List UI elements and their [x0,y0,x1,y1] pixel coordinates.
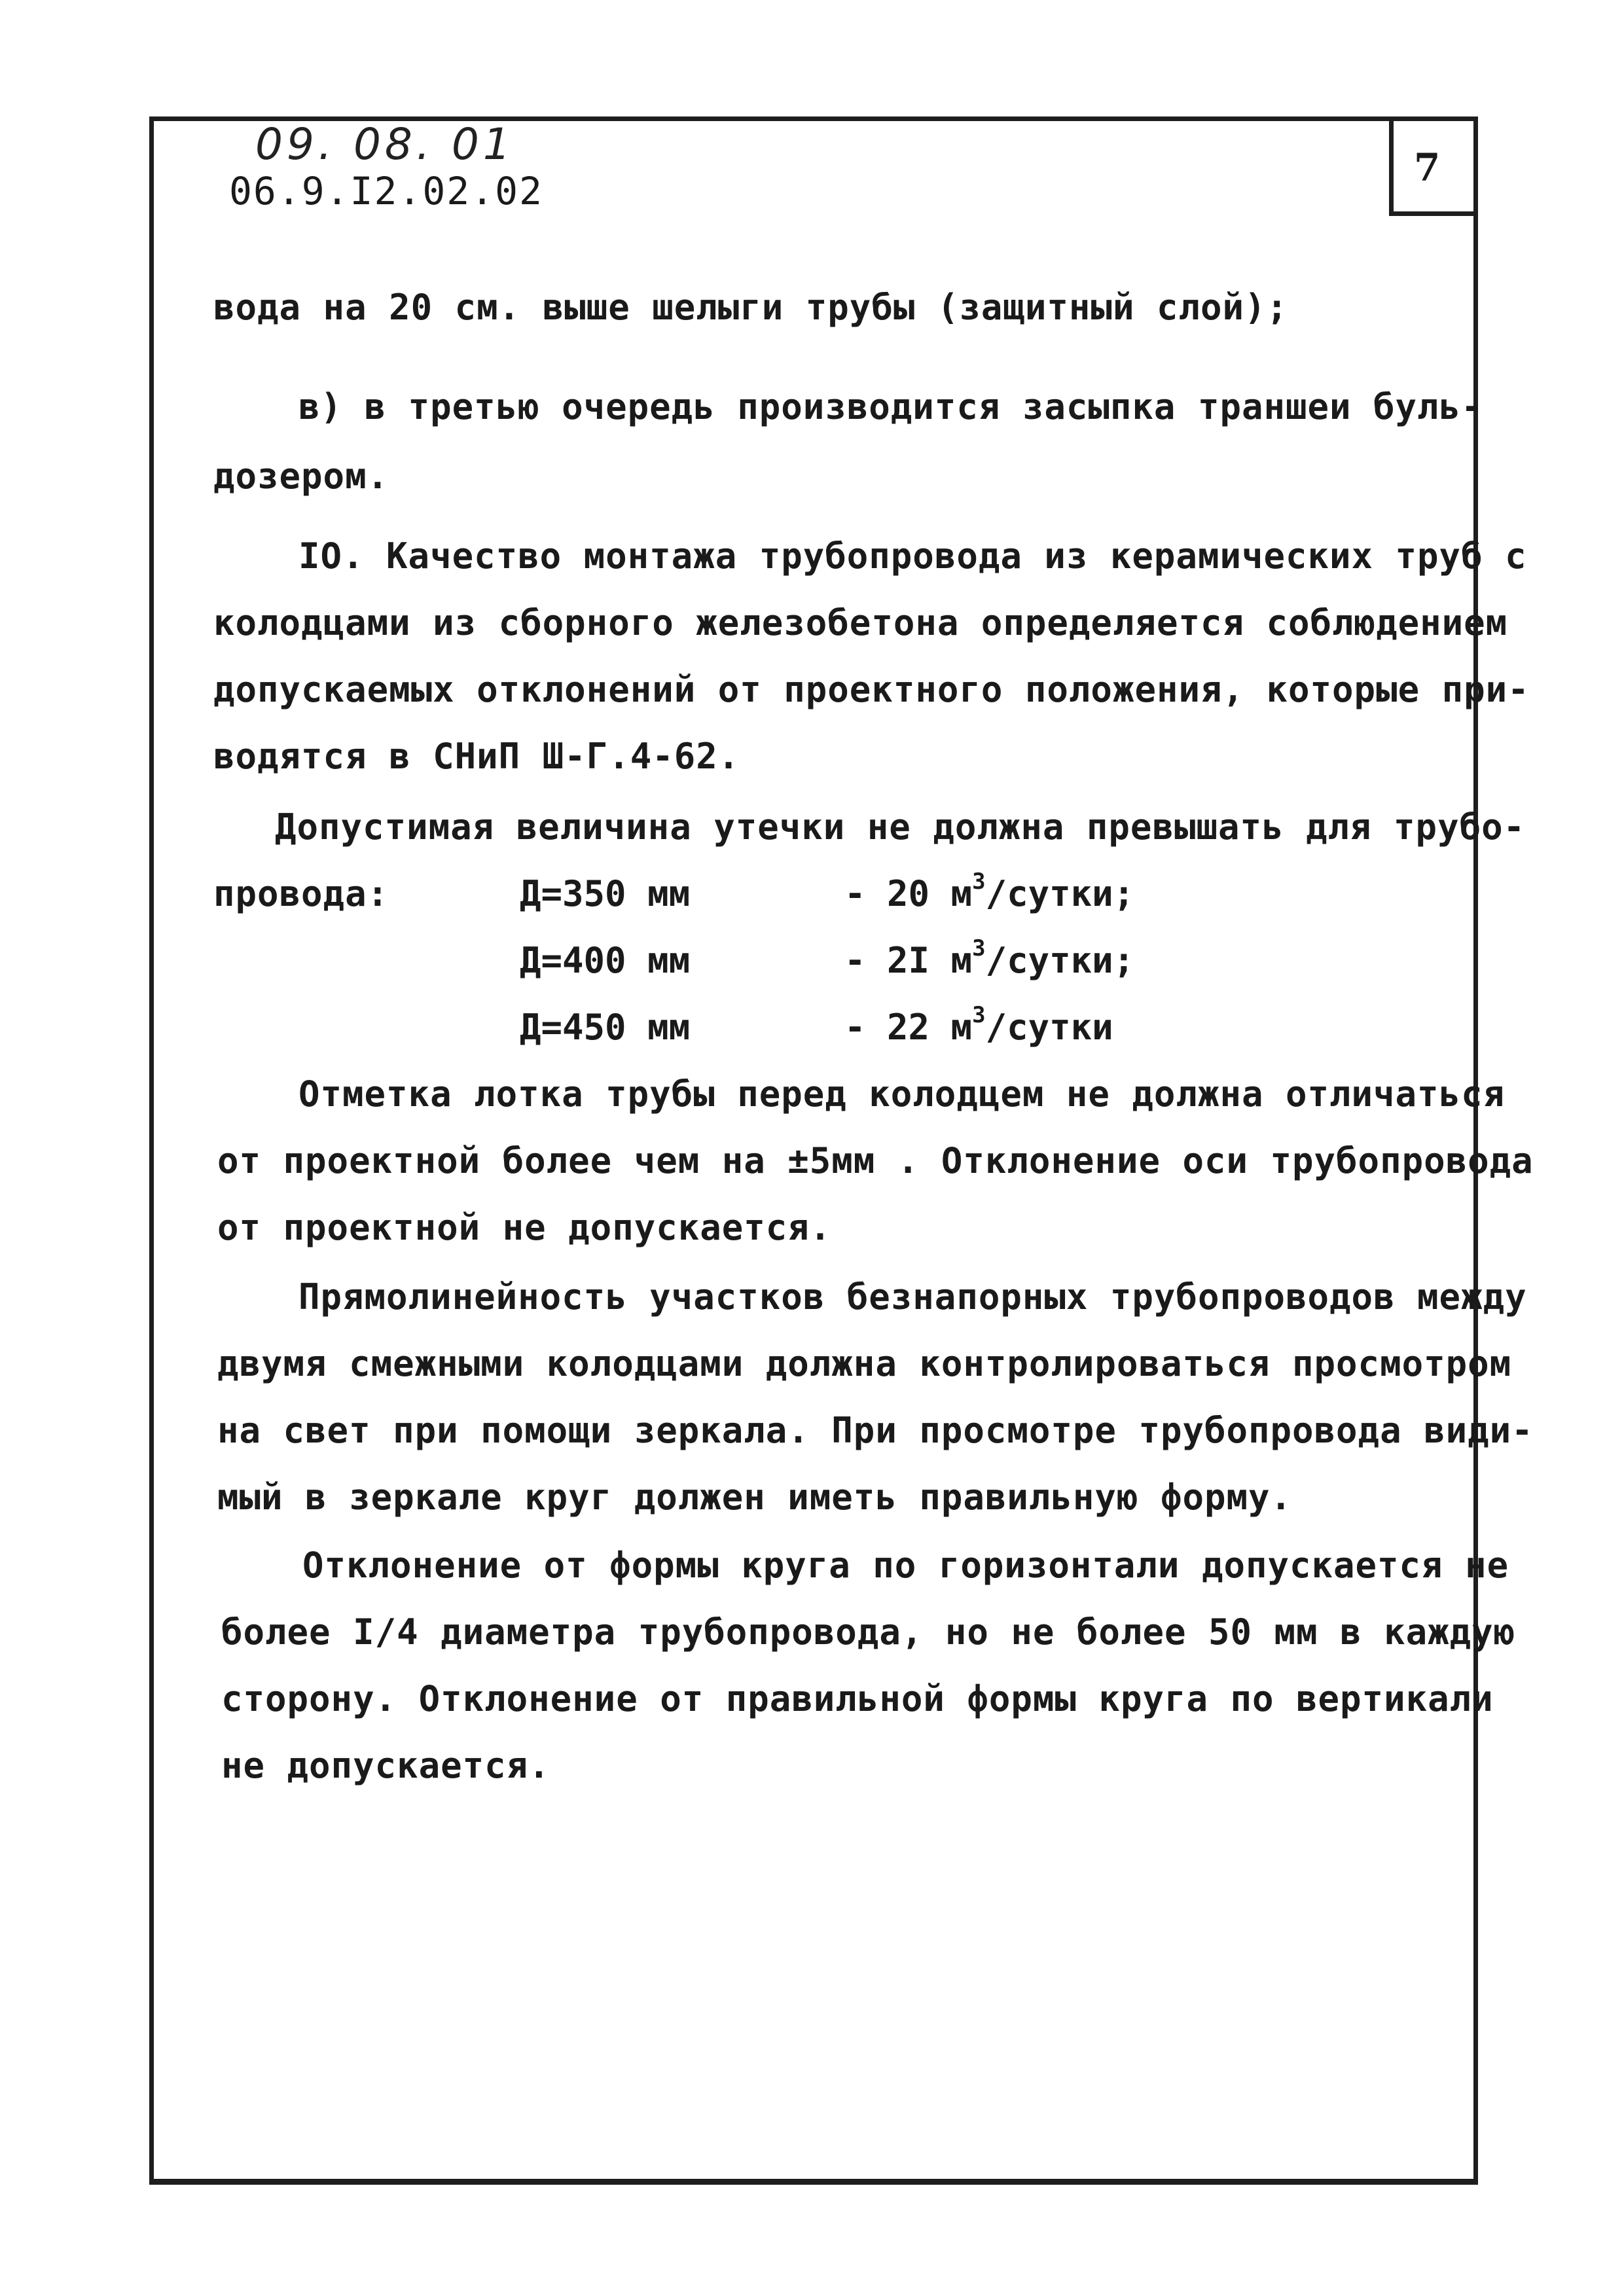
document-code: 06.9.I2.02.02 [229,169,543,213]
handwritten-code: 09. 08. 01 [255,119,514,170]
leak-value-2: - 2I $м^3$/сутки; [844,935,1135,981]
leak-diameter-2: Д=400 мм [520,940,691,981]
text-line-14: двумя смежными колодцами должна контролироваться просмотром [217,1343,1512,1384]
text-line-16: мый в зеркале круг должен иметь правильную форму. [217,1477,1293,1518]
text-line-8: Допустимая величина утечки не должна превышать для трубо- [275,806,1526,848]
text-line-17: Отклонение от формы круга по горизонтали допускается не [302,1545,1509,1586]
text-line-20: не допускается. [221,1745,550,1786]
text-line-10: Отметка лотка трубы перед колодцем не должна отличаться [298,1073,1506,1115]
text-line-4: IO. Качество монтажа трубопровода из керамических труб с [298,535,1527,577]
text-line-3: дозером. [213,456,389,497]
leak-diameter-3: Д=450 мм [520,1007,691,1048]
text-line-6: допускаемых отклонений от проектного положения, которые при- [213,669,1530,710]
text-line-7: водятся в СНиП Ш-Г.4-62. [213,736,740,777]
text-line-19: сторону. Отклонение от правильной формы круга по вертикали [221,1678,1494,1719]
text-line-13: Прямолинейность участков безнапорных трубопроводов между [298,1276,1527,1318]
text-line-18: более I/4 диаметра трубопровода, но не более 50 мм в каждую [221,1611,1516,1653]
leak-value-1: - 20 $м^3$/сутки; [844,869,1135,914]
page-number: 7 [1414,145,1441,190]
text-line-1: вода на 20 см. выше шелыги трубы (защитный слой); [213,287,1289,328]
text-line-11: от проектной более чем на ±5мм . Отклонение оси трубопровода [217,1140,1534,1181]
text-line-12: от проектной не допускается. [217,1207,832,1248]
text-line-5: колодцами из сборного железобетона определяется соблюдением [213,602,1508,643]
leak-diameter-1: Д=350 мм [520,873,691,914]
text-line-2: в) в третью очередь производится засыпка траншеи буль- [298,386,1483,427]
leak-value-3: - 22 $м^3$/сутки [844,1002,1113,1048]
text-line-15: на свет при помощи зеркала. При просмотре трубопровода види- [217,1410,1534,1451]
text-line-9: провода: [213,873,389,914]
